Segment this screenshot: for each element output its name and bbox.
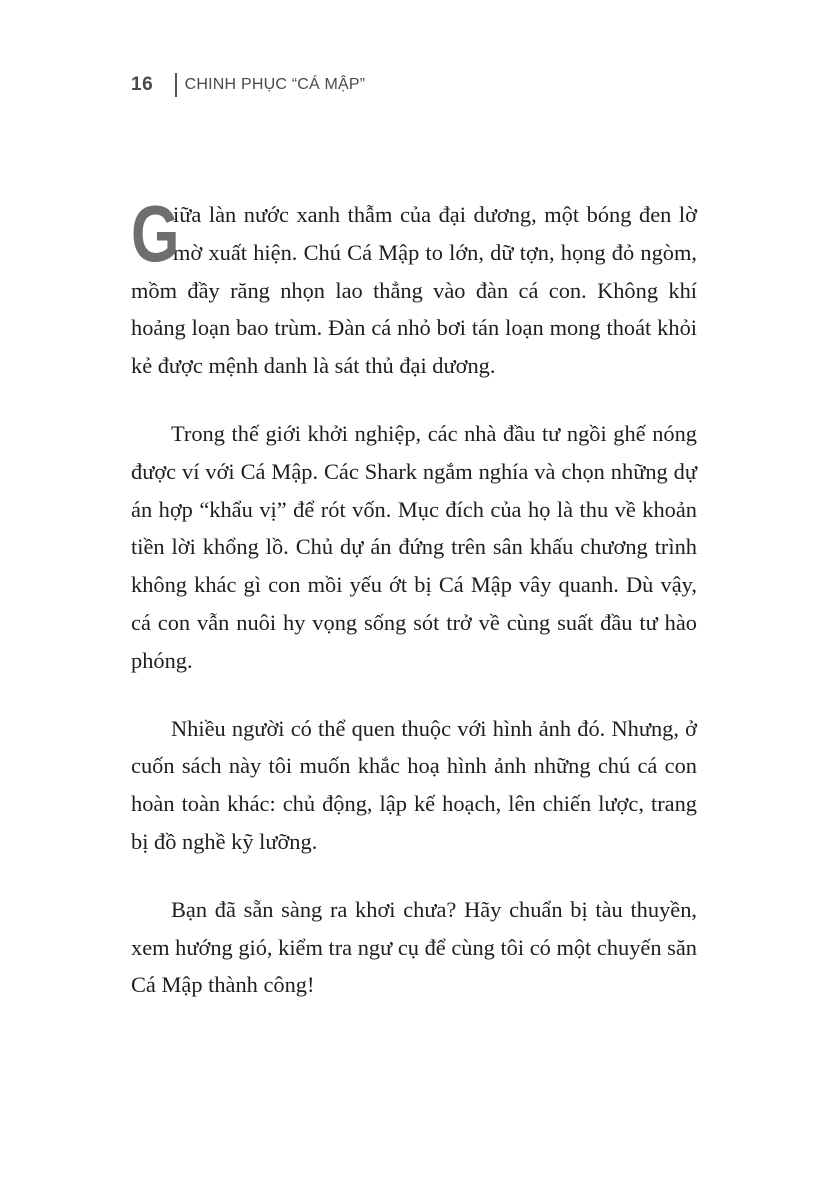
drop-cap: G: [131, 189, 180, 278]
paragraph-3: Nhiều người có thể quen thuộc với hình ảnh đó. Nhưng, ở cuốn sách này tôi muốn khắc hoạ hình ảnh những chú cá con hoàn toàn khác: chủ động, lập kế hoạch, lên chiến lược, trang bị đồ nghề kỹ lưỡng.: [131, 715, 697, 854]
running-head: [131, 70, 365, 100]
paragraph-4: Bạn đã sẵn sàng ra khơi chưa? Hãy chuẩn bị tàu thuyền, xem hướng gió, kiểm tra ngư cụ để cùng tôi có một chuyến săn Cá Mập thành công!: [131, 896, 697, 998]
book-title: CHINH PHỤC “CÁ MẬP”: [184, 76, 366, 93]
paragraph-1-text: iữa làn nước xanh thẫm của đại dương, một bóng đen lờ mờ xuất hiện. Chú Cá Mập to lớn, dữ tợn, họng đỏ ngòm, mồm đầy răng nhọn lao thẳng vào đàn cá con. Không khí hoảng loạn bao trùm. Đàn cá nhỏ bơi tán loạn mong thoát khỏi kẻ được mệnh danh là sát thủ đại dương.: [131, 202, 697, 379]
body-text: [131, 189, 697, 1034]
paragraph-1: [131, 189, 697, 385]
page-number: 16: [131, 74, 154, 95]
header-divider: [175, 73, 177, 97]
paragraph-2: Trong thế giới khởi nghiệp, các nhà đầu tư ngồi ghế nóng được ví với Cá Mập. Các Shark ngắm nghía và chọn những dự án hợp “khẩu vị” để rót vốn. Mục đích của họ là thu về khoản tiền lời khổng lồ. Chủ dự án đứng trên sân khấu chương trình không khác gì con mồi yếu ớt bị Cá Mập vây quanh. Dù vậy, cá con vẫn nuôi hy vọng sống sót trở về cùng suất đầu tư hào phóng.: [131, 420, 697, 673]
